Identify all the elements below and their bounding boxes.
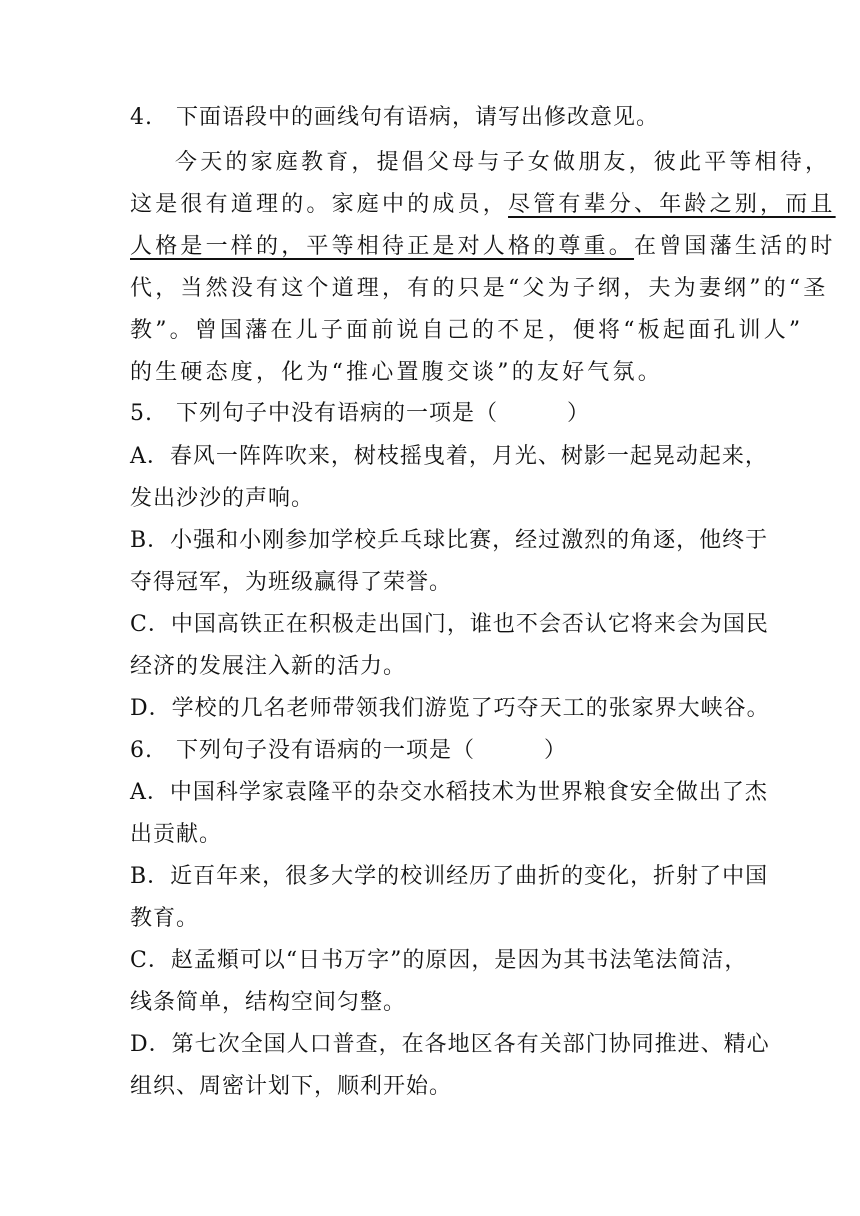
q5-option-c-line-2: 经济的发展注入新的活力。 (130, 654, 407, 679)
q6-option-b-line-2: 教育。 (130, 906, 200, 931)
q6-option-a-line-1: A．中国科学家袁隆平的杂交水稻技术为世界粮食安全做出了杰 (130, 780, 768, 805)
q5-option-b-line-1: B．小强和小刚参加学校乒乓球比赛，经过激烈的角逐，他终于 (130, 528, 769, 553)
q4-passage-line-5: 教”。曾国藩在儿子面前说自己的不足，便将“板起面孔训人” (130, 318, 804, 343)
q5-option-d-line-1: D．学校的几名老师带领我们游览了巧夺天工的张家界大峡谷。 (130, 696, 770, 721)
q4-stem: 4. 下面语段中的画线句有语病，请写出修改意见。 (130, 105, 659, 130)
q4-passage-line-4: 代，当然没有这个道理，有的只是“父为子纲，夫为妻纲”的“圣 (130, 276, 829, 301)
q5-option-a-line-2: 发出沙沙的声响。 (130, 486, 315, 511)
q6-option-d-line-2: 组织、周密计划下，顺利开始。 (130, 1074, 453, 1099)
q5-option-a-line-1: A．春风一阵阵吹来，树枝摇曳着，月光、树影一起晃动起来， (130, 444, 768, 469)
q5-stem: 5. 下列句子中没有语病的一项是（ ） (130, 401, 590, 426)
q5-option-c-line-1: C．中国高铁正在积极走出国门，谁也不会否认它将来会为国民 (130, 612, 769, 637)
q4-underlined-sentence: 人格是一样的，平等相待正是对人格的尊重。 (130, 234, 635, 259)
q6-option-d-line-1: D．第七次全国人口普查，在各地区各有关部门协同推进、精心 (130, 1032, 770, 1057)
q6-option-b-line-1: B．近百年来，很多大学的校训经历了曲折的变化，折射了中国 (130, 864, 769, 889)
q6-option-a-line-2: 出贡献。 (130, 822, 223, 847)
q4-underlined-sentence: 尽管有辈分、年龄之别，而且 (508, 192, 836, 217)
q6-option-c-line-1: C．赵孟頫可以“日书万字”的原因，是因为其书法笔法简洁， (130, 948, 748, 973)
q4-passage-line-3 (130, 229, 836, 265)
q4-passage-text: 这是很有道理的。家庭中的成员， (130, 192, 509, 217)
q4-passage-line-6: 的生硬态度，化为“推心置腹交谈”的友好气氛。 (130, 360, 663, 385)
q4-passage-text: 在曾国藩生活的时 (634, 234, 836, 259)
q5-option-b-line-2: 夺得冠军，为班级赢得了荣誉。 (130, 570, 453, 595)
q4-passage-line-1: 今天的家庭教育，提倡父母与子女做朋友，彼此平等相待， (175, 150, 831, 175)
q4-passage-line-2 (130, 187, 836, 223)
q6-option-c-line-2: 线条简单，结构空间匀整。 (130, 990, 407, 1015)
q6-stem: 6. 下列句子没有语病的一项是（ ） (130, 738, 567, 763)
